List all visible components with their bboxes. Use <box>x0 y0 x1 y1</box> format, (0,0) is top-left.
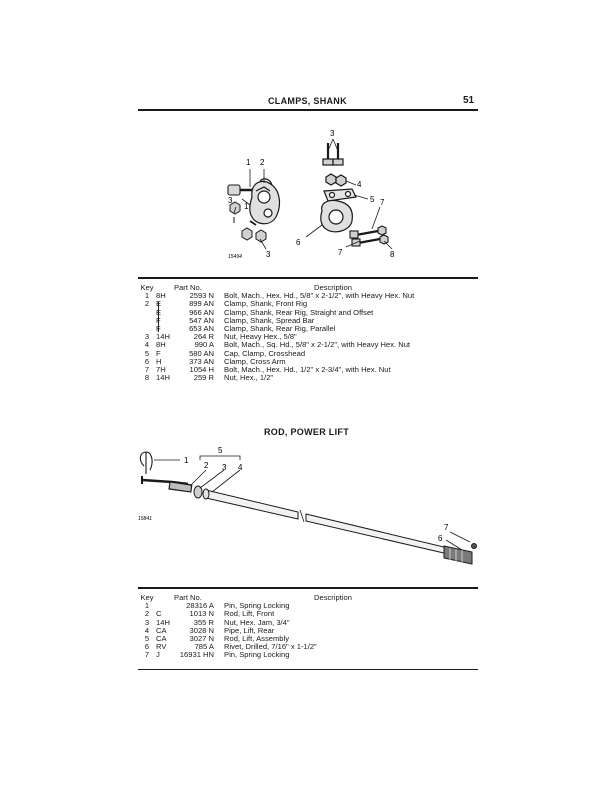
callout-3-bottom: 3 <box>266 250 271 259</box>
crosshead-cap-drawing <box>324 189 356 201</box>
row-prefix: 14H <box>156 617 170 627</box>
section1-table-top-rule <box>138 277 478 279</box>
row-description: Pin, Spring Locking <box>224 601 290 611</box>
callout-6: 6 <box>296 238 301 247</box>
table-row <box>138 651 478 659</box>
row-description: Rod, Lift, Assembly <box>224 634 289 644</box>
callout-5: 5 <box>370 195 375 204</box>
row-key <box>138 309 156 317</box>
table-row <box>138 325 478 333</box>
table-row <box>138 627 478 635</box>
row-part-number: 653 AN <box>189 324 214 334</box>
row-description: Clamp, Shank, Rear Rig, Parallel <box>224 324 336 334</box>
row-part-number: 3028 N <box>189 625 214 635</box>
header-rule <box>138 109 478 111</box>
rod-power-lift-illustration <box>132 440 482 580</box>
front-clamp-drawing <box>250 179 280 224</box>
alternates-bracket <box>158 302 162 332</box>
callout-1: 1 <box>246 158 251 167</box>
row-key: 2 <box>144 609 150 619</box>
row-key: 7 <box>144 650 150 660</box>
callout-7-lower: 7 <box>338 248 343 257</box>
row-description: Clamp, Shank, Spread Bar <box>224 315 315 325</box>
row-description: Bolt, Mach., Hex. Hd., 5/8" x 2-1/2", with Heavy Hex. Nut <box>224 291 415 301</box>
row-description: Clamp, Shank, Front Rig <box>224 299 308 309</box>
col-key-header: Key <box>140 283 154 292</box>
callout-8: 8 <box>390 250 395 259</box>
rod-callout-7: 7 <box>444 523 449 532</box>
row-description: Clamp, Cross Arm <box>224 356 286 366</box>
table-row <box>138 610 478 618</box>
row-key: 8 <box>144 373 150 383</box>
row-part-number: 259 R <box>193 373 214 383</box>
running-header <box>0 0 612 110</box>
row-part-number: 547 AN <box>189 315 214 325</box>
rod-figure-number: 15841 <box>138 516 152 522</box>
row-description: Nut, Hex. Jam, 3/4" <box>224 617 290 627</box>
figure-number: 15494 <box>228 254 242 260</box>
row-prefix: 14H <box>156 373 170 383</box>
rod-callout-6: 6 <box>438 534 443 543</box>
row-part-number: 3027 N <box>189 634 214 644</box>
row-description: Pipe, Lift, Rear <box>224 625 275 635</box>
col-desc-header: Description <box>314 283 352 292</box>
table-row <box>138 374 478 382</box>
row-prefix: C <box>156 609 162 619</box>
row-description: Clamp, Shank, Rear Rig, Straight and Offset <box>224 307 374 317</box>
rod-callout-4: 4 <box>238 463 243 472</box>
row-prefix: 8H <box>156 340 166 350</box>
section-title-rod-power-lift: ROD, POWER LIFT <box>264 427 349 437</box>
row-key: 5 <box>144 348 150 358</box>
row-description: Cap, Clamp, Crosshead <box>224 348 306 358</box>
row-part-number: 28316 A <box>186 601 214 611</box>
row-key: 3 <box>144 617 150 627</box>
row-description: Bolt, Mach., Hex. Hd., 1/2" x 2-3/4", with Hex. Nut <box>224 365 391 375</box>
row-prefix: J <box>156 650 160 660</box>
cross-arm-clamp-drawing <box>321 200 353 231</box>
row-key: 6 <box>144 642 150 652</box>
row-description: Nut, Heavy Hex., 5/8" <box>224 332 297 342</box>
row-key: 7 <box>144 365 150 375</box>
row-part-number: 2593 N <box>189 291 214 301</box>
rod-power-lift-parts-table <box>138 594 478 660</box>
col-part-header: Part No. <box>174 593 202 602</box>
row-description: Bolt, Mach., Sq. Hd., 5/8" x 2-1/2", with Heavy Hex. Nut <box>224 340 411 350</box>
row-prefix: RV <box>156 642 167 652</box>
spring-pin-drawing <box>140 452 152 474</box>
row-part-number: 264 R <box>193 332 214 342</box>
row-prefix: E <box>156 299 162 309</box>
row-description: Pin, Spring Locking <box>224 650 290 660</box>
callout-1-lower: 1 <box>244 202 249 211</box>
callout-3-top: 3 <box>330 129 335 138</box>
rod-callout-3: 3 <box>222 463 227 472</box>
row-part-number: 899 AN <box>189 299 214 309</box>
row-key: 3 <box>144 332 150 342</box>
row-prefix: 14H <box>156 332 170 342</box>
row-description: Nut, Hex., 1/2" <box>224 373 274 383</box>
bolts-pair-drawing <box>323 143 346 186</box>
rear-pipe-drawing <box>203 489 448 554</box>
front-rod-drawing <box>142 476 192 492</box>
row-key: 2 <box>144 299 150 309</box>
row-part-number: 1013 N <box>189 609 214 619</box>
callout-4: 4 <box>357 180 362 189</box>
row-prefix: E <box>156 307 162 317</box>
row-description: Rod, Lift, Front <box>224 609 275 619</box>
row-description: Rivet, Drilled, 7/16" x 1-1/2" <box>224 642 317 652</box>
row-key: 6 <box>144 356 150 366</box>
row-part-number: 16931 HN <box>179 650 214 660</box>
section2-table-top-rule <box>138 587 478 589</box>
rod-callout-2: 2 <box>204 461 209 470</box>
row-key: 4 <box>144 340 150 350</box>
row-part-number: 990 A <box>194 340 214 350</box>
rod-callout-leaders <box>154 456 470 550</box>
col-key-header: Key <box>140 593 154 602</box>
clamps-shank-parts-table <box>138 284 478 382</box>
row-key: 5 <box>144 634 150 644</box>
row-prefix: CA <box>156 634 167 644</box>
row-part-number: 373 AN <box>189 356 214 366</box>
row-part-number: 1054 H <box>189 365 214 375</box>
col-part-header: Part No. <box>174 283 202 292</box>
row-prefix: F <box>156 315 161 325</box>
row-prefix: H <box>156 356 162 366</box>
table-row <box>138 619 478 627</box>
page-header-title: CLAMPS, SHANK <box>268 96 347 106</box>
row-prefix: F <box>156 348 161 358</box>
callout-7-right: 7 <box>380 198 385 207</box>
rod-callout-5: 5 <box>218 446 223 455</box>
clamps-shank-illustration <box>220 125 410 270</box>
rear-grip-drawing <box>444 544 477 565</box>
callout-2: 2 <box>260 158 265 167</box>
row-part-number: 355 R <box>193 617 214 627</box>
row-prefix: 7H <box>156 365 166 375</box>
row-part-number: 966 AN <box>189 307 214 317</box>
row-key: 1 <box>144 601 150 611</box>
row-prefix: F <box>156 324 161 334</box>
rod-callout-1: 1 <box>184 456 189 465</box>
row-key: 1 <box>144 291 150 301</box>
section2-table-bottom-rule <box>138 669 478 670</box>
row-prefix: 8H <box>156 291 166 301</box>
callout-3-left: 3 <box>228 196 233 205</box>
row-part-number: 785 A <box>194 642 214 652</box>
col-desc-header: Description <box>314 593 352 602</box>
table-row <box>138 602 478 610</box>
row-prefix: CA <box>156 625 167 635</box>
row-key <box>138 317 156 325</box>
row-part-number: 580 AN <box>189 348 214 358</box>
row-key: 4 <box>144 625 150 635</box>
page-number: 51 <box>463 95 475 106</box>
table-row <box>138 366 478 374</box>
